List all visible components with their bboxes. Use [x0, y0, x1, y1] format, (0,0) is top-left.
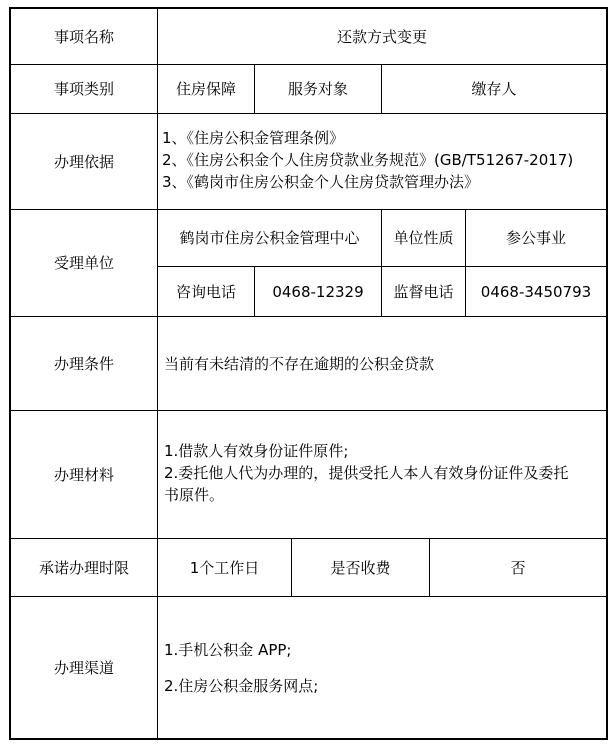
- item-name-label: 事项名称: [53, 27, 114, 46]
- fee-label: 是否收费: [330, 558, 391, 577]
- materials-list: [164, 440, 568, 506]
- time-limit-value: 1个工作日: [189, 558, 260, 577]
- basis-label: 办理依据: [53, 152, 114, 171]
- item-category-value: 住房保障: [175, 80, 236, 98]
- basis-item: 3、《鹤岗市住房公积金个人住房贷款管理办法》: [162, 173, 480, 191]
- unit-name-value: 鹤岗市住房公积金管理中心: [179, 229, 360, 247]
- channels-label: 办理渠道: [53, 658, 114, 677]
- unit-nature-value: 参公事业: [505, 229, 566, 247]
- materials-item: 2.委托他人代为办理的，提供受托人本人有效身份证件及委托: [164, 464, 569, 482]
- service-target-value: 缴存人: [471, 80, 517, 98]
- basis-item: 1、《住房公积金管理条例》: [162, 129, 345, 147]
- item-name-value: 还款方式变更: [336, 27, 427, 46]
- basis-item: 2、《住房公积金个人住房贷款业务规范》(GB/T51267-2017): [162, 151, 574, 169]
- supervise-phone-label: 监督电话: [393, 282, 454, 301]
- supervise-phone-value: 0468-3450793: [480, 282, 592, 301]
- fee-value: 否: [510, 558, 526, 577]
- materials-label: 办理材料: [53, 465, 114, 484]
- unit-label: 受理单位: [53, 254, 114, 272]
- service-target-label: 服务对象: [287, 80, 348, 98]
- materials-item: 1.借款人有效身份证件原件;: [164, 442, 349, 460]
- materials-item: 书原件。: [164, 486, 225, 504]
- consult-phone-label: 咨询电话: [175, 282, 236, 301]
- channels-item: 2.住房公积金服务网点;: [164, 677, 319, 695]
- basis-list: [162, 127, 573, 193]
- conditions-value: 当前有未结清的不存在逾期的公积金贷款: [164, 354, 435, 373]
- item-type-label: 事项类别: [53, 80, 114, 98]
- unit-nature-label: 单位性质: [393, 229, 454, 247]
- channels-list: [164, 639, 318, 697]
- time-limit-label: 承诺办理时限: [38, 558, 129, 577]
- conditions-label: 办理条件: [53, 354, 114, 373]
- channels-item: 1.手机公积金 APP;: [164, 641, 292, 659]
- consult-phone-value: 0468-12329: [272, 282, 364, 301]
- service-info-table: [9, 7, 608, 740]
- list-spacer: [164, 661, 318, 675]
